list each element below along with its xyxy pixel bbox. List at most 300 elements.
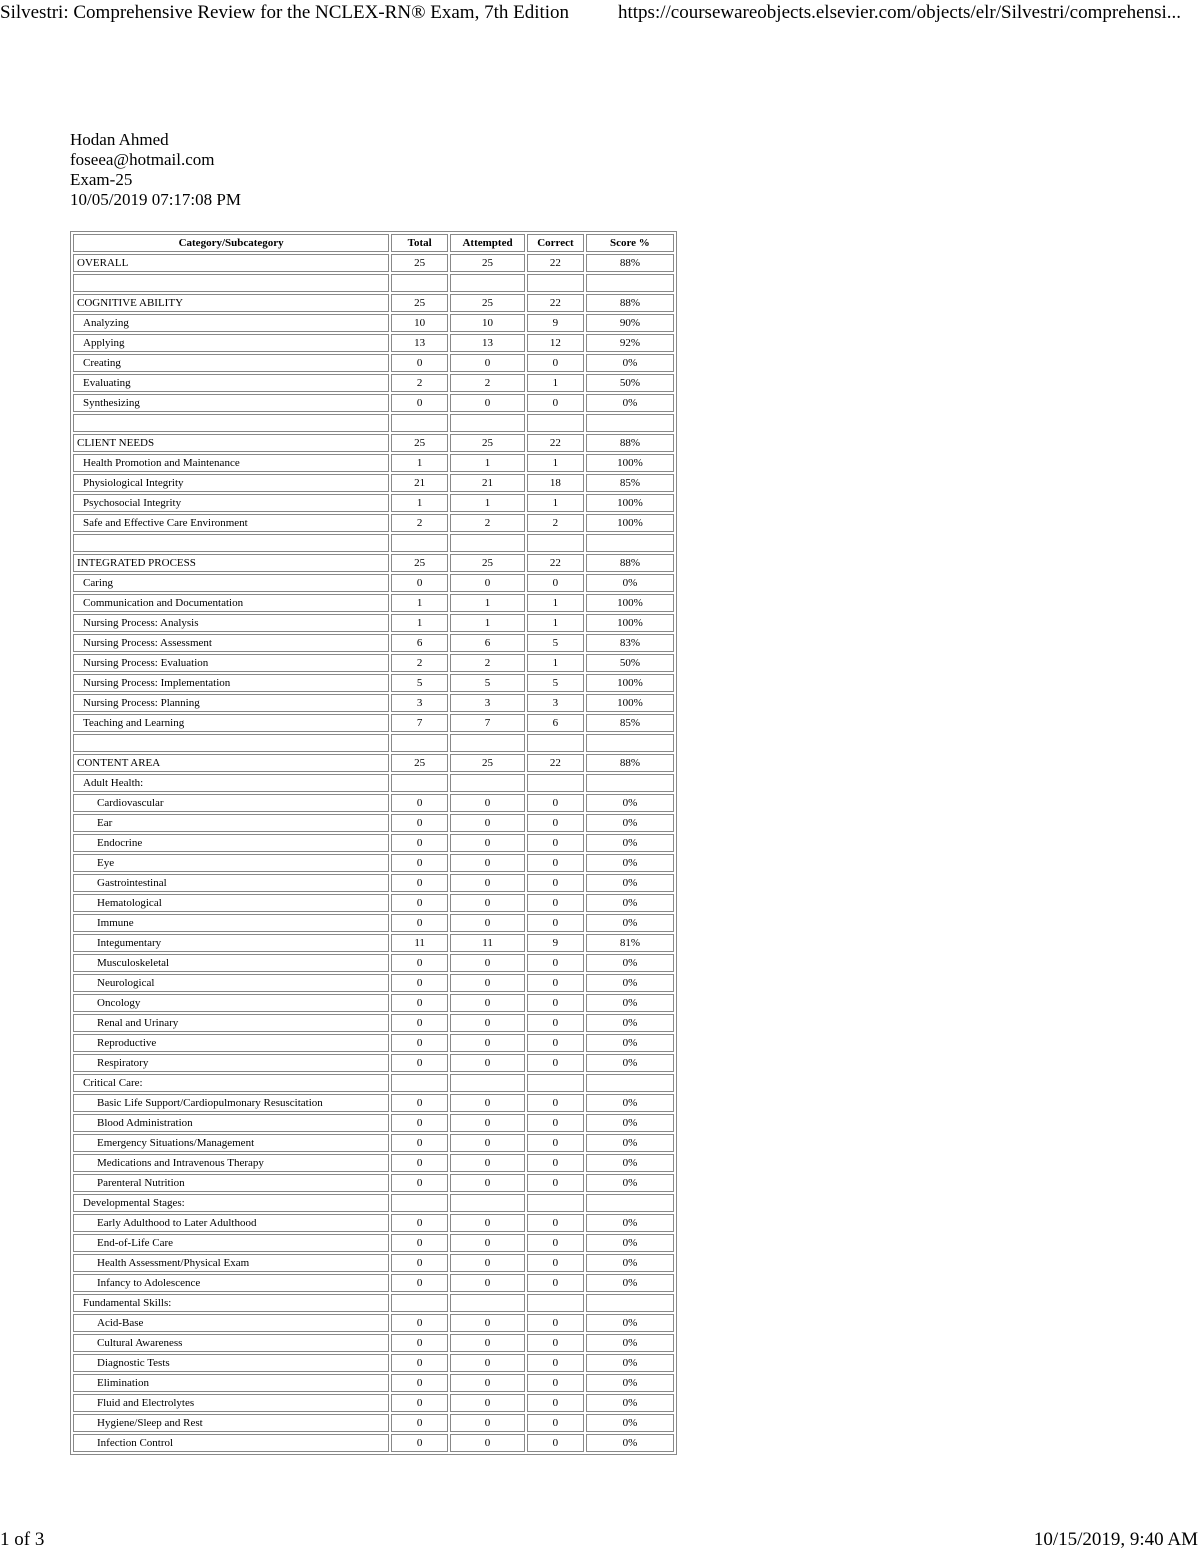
row-category: Renal and Urinary [73,1014,389,1032]
row-correct [527,774,584,792]
column-header-category: Category/Subcategory [73,234,389,252]
row-total: 0 [391,1054,448,1072]
row-score [586,1294,674,1312]
row-category: Respiratory [73,1054,389,1072]
table-row [73,294,674,312]
row-score [586,1194,674,1212]
row-category: Critical Care: [73,1074,389,1092]
row-score: 0% [586,1434,674,1452]
row-score: 0% [586,1214,674,1232]
row-attempted: 6 [450,634,525,652]
row-correct: 22 [527,754,584,772]
row-attempted: 0 [450,894,525,912]
row-total: 0 [391,1014,448,1032]
row-score: 0% [586,834,674,852]
row-correct: 0 [527,794,584,812]
row-correct: 0 [527,354,584,372]
table-row [73,934,674,952]
row-attempted: 0 [450,1274,525,1292]
row-score [586,534,674,552]
table-row [73,1014,674,1032]
row-total: 0 [391,794,448,812]
row-score: 0% [586,794,674,812]
table-row [73,1214,674,1232]
row-correct: 0 [527,1354,584,1372]
row-score: 0% [586,1394,674,1412]
row-attempted: 0 [450,1354,525,1372]
row-total: 0 [391,914,448,932]
row-total: 0 [391,834,448,852]
row-total: 0 [391,394,448,412]
row-correct: 5 [527,674,584,692]
row-attempted: 2 [450,374,525,392]
row-total: 0 [391,1354,448,1372]
row-total: 5 [391,674,448,692]
row-total: 1 [391,614,448,632]
row-total: 0 [391,1394,448,1412]
row-correct: 1 [527,374,584,392]
row-total: 13 [391,334,448,352]
row-total: 1 [391,594,448,612]
row-category: Health Promotion and Maintenance [73,454,389,472]
results-table-body [73,254,674,1452]
exam-datetime: 10/05/2019 07:17:08 PM [70,190,241,209]
row-correct: 1 [527,654,584,672]
row-score: 0% [586,1314,674,1332]
table-row [73,574,674,592]
table-row [73,1254,674,1272]
table-row [73,754,674,772]
row-score: 0% [586,1254,674,1272]
row-total: 0 [391,1134,448,1152]
row-correct: 0 [527,814,584,832]
row-total: 0 [391,854,448,872]
row-category: Early Adulthood to Later Adulthood [73,1214,389,1232]
row-correct: 9 [527,314,584,332]
row-attempted [450,1194,525,1212]
table-row [73,794,674,812]
table-row [73,1114,674,1132]
row-category: Physiological Integrity [73,474,389,492]
row-score [586,1074,674,1092]
user-name: Hodan Ahmed [70,130,169,149]
table-row [73,314,674,332]
row-total: 0 [391,1234,448,1252]
row-attempted [450,734,525,752]
row-total: 2 [391,514,448,532]
table-row [73,874,674,892]
row-total: 6 [391,634,448,652]
row-score: 0% [586,1414,674,1432]
row-correct: 22 [527,254,584,272]
row-total [391,1074,448,1092]
row-score: 88% [586,754,674,772]
table-header-row [73,234,674,252]
row-score: 0% [586,574,674,592]
row-attempted: 1 [450,454,525,472]
table-row [73,954,674,972]
row-category: Reproductive [73,1034,389,1052]
row-correct: 0 [527,914,584,932]
row-attempted: 0 [450,1234,525,1252]
row-attempted: 0 [450,574,525,592]
table-row [73,694,674,712]
table-row [73,1294,674,1312]
row-total: 0 [391,1174,448,1192]
row-score: 88% [586,294,674,312]
row-attempted: 2 [450,514,525,532]
row-category: End-of-Life Care [73,1234,389,1252]
row-attempted: 25 [450,254,525,272]
table-row [73,1374,674,1392]
row-category: Nursing Process: Planning [73,694,389,712]
row-correct: 0 [527,1374,584,1392]
row-score: 0% [586,1094,674,1112]
row-total: 25 [391,754,448,772]
table-row [73,1174,674,1192]
row-category: Adult Health: [73,774,389,792]
row-correct: 0 [527,974,584,992]
table-row [73,854,674,872]
row-total [391,1194,448,1212]
row-total: 0 [391,1414,448,1432]
table-row [73,514,674,532]
row-attempted: 0 [450,394,525,412]
row-category: CONTENT AREA [73,754,389,772]
row-score: 88% [586,254,674,272]
row-correct: 0 [527,834,584,852]
row-total: 25 [391,294,448,312]
row-correct: 0 [527,1414,584,1432]
row-score: 100% [586,694,674,712]
row-category: Communication and Documentation [73,594,389,612]
user-info [70,130,241,210]
row-category: Emergency Situations/Management [73,1134,389,1152]
row-attempted: 0 [450,1334,525,1352]
row-attempted: 0 [450,1394,525,1412]
column-header-total: Total [391,234,448,252]
row-score: 0% [586,1054,674,1072]
table-row [73,554,674,572]
row-category: Musculoskeletal [73,954,389,972]
row-score: 0% [586,1114,674,1132]
print-timestamp: 10/15/2019, 9:40 AM [1033,1529,1198,1550]
table-row [73,734,674,752]
row-correct: 0 [527,1234,584,1252]
row-attempted: 0 [450,954,525,972]
row-attempted: 0 [450,1414,525,1432]
table-row [73,414,674,432]
row-category: Oncology [73,994,389,1012]
table-row [73,834,674,852]
row-correct: 0 [527,994,584,1012]
row-attempted: 0 [450,854,525,872]
table-row [73,914,674,932]
row-correct: 0 [527,1174,584,1192]
row-correct: 0 [527,1314,584,1332]
row-total: 21 [391,474,448,492]
row-attempted: 25 [450,754,525,772]
table-row [73,814,674,832]
row-category: Endocrine [73,834,389,852]
table-row [73,534,674,552]
row-score: 0% [586,1034,674,1052]
row-total: 0 [391,1034,448,1052]
table-row [73,994,674,1012]
row-total [391,414,448,432]
table-row [73,334,674,352]
table-row [73,354,674,372]
row-correct: 0 [527,1114,584,1132]
row-correct [527,534,584,552]
row-attempted: 0 [450,994,525,1012]
row-correct: 0 [527,1394,584,1412]
row-category: Nursing Process: Evaluation [73,654,389,672]
row-attempted: 0 [450,1114,525,1132]
row-total: 3 [391,694,448,712]
row-attempted [450,274,525,292]
row-category: Medications and Intravenous Therapy [73,1154,389,1172]
row-attempted: 10 [450,314,525,332]
row-attempted: 0 [450,1434,525,1452]
table-row [73,1334,674,1352]
user-email: foseea@hotmail.com [70,150,215,169]
table-row [73,374,674,392]
table-row [73,1194,674,1212]
row-attempted: 0 [450,1374,525,1392]
row-correct [527,1194,584,1212]
row-score: 0% [586,874,674,892]
row-correct: 3 [527,694,584,712]
row-score: 50% [586,374,674,392]
table-row [73,894,674,912]
row-attempted [450,534,525,552]
row-total: 0 [391,994,448,1012]
row-category: Infancy to Adolescence [73,1274,389,1292]
print-header [0,2,1200,24]
row-category [73,734,389,752]
row-attempted: 11 [450,934,525,952]
table-row [73,274,674,292]
row-score: 0% [586,1154,674,1172]
row-correct: 0 [527,1434,584,1452]
document-title: Silvestri: Comprehensive Review for the NCLEX-RN® Exam, 7th Edition [0,2,570,23]
row-score: 0% [586,1014,674,1032]
row-score: 100% [586,494,674,512]
row-category: Fundamental Skills: [73,1294,389,1312]
row-correct: 0 [527,954,584,972]
row-total: 0 [391,1154,448,1172]
row-attempted: 1 [450,494,525,512]
row-category: Synthesizing [73,394,389,412]
table-row [73,1034,674,1052]
row-total: 0 [391,814,448,832]
row-total: 0 [391,1114,448,1132]
row-score: 83% [586,634,674,652]
row-category: Psychosocial Integrity [73,494,389,512]
row-category: CLIENT NEEDS [73,434,389,452]
row-category: Creating [73,354,389,372]
row-category: Teaching and Learning [73,714,389,732]
row-correct: 22 [527,434,584,452]
column-header-score: Score % [586,234,674,252]
row-correct: 1 [527,614,584,632]
row-score: 0% [586,354,674,372]
row-correct: 0 [527,854,584,872]
row-correct: 0 [527,1214,584,1232]
column-header-attempted: Attempted [450,234,525,252]
row-attempted: 0 [450,814,525,832]
row-attempted: 0 [450,1254,525,1272]
table-row [73,1414,674,1432]
row-total: 10 [391,314,448,332]
row-attempted: 0 [450,974,525,992]
row-correct [527,734,584,752]
row-attempted: 3 [450,694,525,712]
row-total: 0 [391,1254,448,1272]
row-total [391,734,448,752]
row-category: Acid-Base [73,1314,389,1332]
table-row [73,1154,674,1172]
table-row [73,974,674,992]
row-category: OVERALL [73,254,389,272]
row-score: 50% [586,654,674,672]
table-row [73,654,674,672]
row-correct: 9 [527,934,584,952]
row-correct: 0 [527,394,584,412]
row-correct: 0 [527,1014,584,1032]
row-category: Fluid and Electrolytes [73,1394,389,1412]
row-score [586,734,674,752]
document-url: https://coursewareobjects.elsevier.com/objects/elr/Silvestri/comprehensi... [618,2,1181,23]
table-row [73,774,674,792]
row-attempted: 0 [450,1314,525,1332]
row-category: Neurological [73,974,389,992]
row-score: 0% [586,1174,674,1192]
row-score: 92% [586,334,674,352]
row-total: 25 [391,554,448,572]
row-category: Developmental Stages: [73,1194,389,1212]
row-attempted: 13 [450,334,525,352]
row-category: Nursing Process: Assessment [73,634,389,652]
row-attempted: 0 [450,834,525,852]
row-correct: 12 [527,334,584,352]
row-category: Parenteral Nutrition [73,1174,389,1192]
row-score: 0% [586,1234,674,1252]
row-score: 0% [586,994,674,1012]
row-category: Hematological [73,894,389,912]
table-row [73,1354,674,1372]
row-category: Cultural Awareness [73,1334,389,1352]
row-category: Elimination [73,1374,389,1392]
row-attempted: 0 [450,1094,525,1112]
table-row [73,1314,674,1332]
row-total: 0 [391,1374,448,1392]
row-attempted: 0 [450,794,525,812]
row-score: 0% [586,394,674,412]
exam-name: Exam-25 [70,170,133,189]
row-correct: 0 [527,1274,584,1292]
row-attempted: 5 [450,674,525,692]
row-correct: 5 [527,634,584,652]
row-score: 85% [586,474,674,492]
row-total: 0 [391,354,448,372]
table-row [73,254,674,272]
row-score: 100% [586,454,674,472]
table-row [73,1054,674,1072]
row-score: 90% [586,314,674,332]
row-attempted: 0 [450,1174,525,1192]
row-total: 0 [391,894,448,912]
row-total [391,774,448,792]
row-category: Caring [73,574,389,592]
row-score: 100% [586,614,674,632]
row-total: 0 [391,1334,448,1352]
row-category: Nursing Process: Implementation [73,674,389,692]
row-category: Infection Control [73,1434,389,1452]
row-total [391,274,448,292]
row-category: Safe and Effective Care Environment [73,514,389,532]
row-total [391,1294,448,1312]
table-row [73,634,674,652]
row-category: Integumentary [73,934,389,952]
row-total: 11 [391,934,448,952]
row-category [73,534,389,552]
row-total: 1 [391,454,448,472]
row-score: 0% [586,914,674,932]
row-attempted [450,1074,525,1092]
row-attempted: 0 [450,914,525,932]
row-attempted: 0 [450,1014,525,1032]
row-total: 0 [391,1314,448,1332]
row-attempted: 2 [450,654,525,672]
row-correct [527,414,584,432]
row-category: Nursing Process: Analysis [73,614,389,632]
row-total: 2 [391,654,448,672]
row-correct: 0 [527,874,584,892]
row-correct: 1 [527,454,584,472]
row-attempted: 25 [450,554,525,572]
row-score [586,414,674,432]
row-total [391,534,448,552]
row-attempted: 25 [450,294,525,312]
row-score: 88% [586,554,674,572]
row-total: 0 [391,954,448,972]
row-attempted: 0 [450,1054,525,1072]
row-score: 0% [586,1374,674,1392]
row-attempted: 1 [450,594,525,612]
row-category: Diagnostic Tests [73,1354,389,1372]
row-attempted: 0 [450,874,525,892]
table-row [73,434,674,452]
table-row [73,1394,674,1412]
row-score: 0% [586,974,674,992]
row-score: 81% [586,934,674,952]
row-attempted: 0 [450,1034,525,1052]
row-score: 0% [586,814,674,832]
table-row [73,1134,674,1152]
page-number: 1 of 3 [0,1529,45,1550]
row-correct: 0 [527,1254,584,1272]
table-row [73,1434,674,1452]
row-score: 0% [586,954,674,972]
row-score: 0% [586,1354,674,1372]
row-correct: 0 [527,1334,584,1352]
row-correct: 0 [527,574,584,592]
table-row [73,1074,674,1092]
row-correct: 0 [527,1094,584,1112]
row-category: Blood Administration [73,1114,389,1132]
